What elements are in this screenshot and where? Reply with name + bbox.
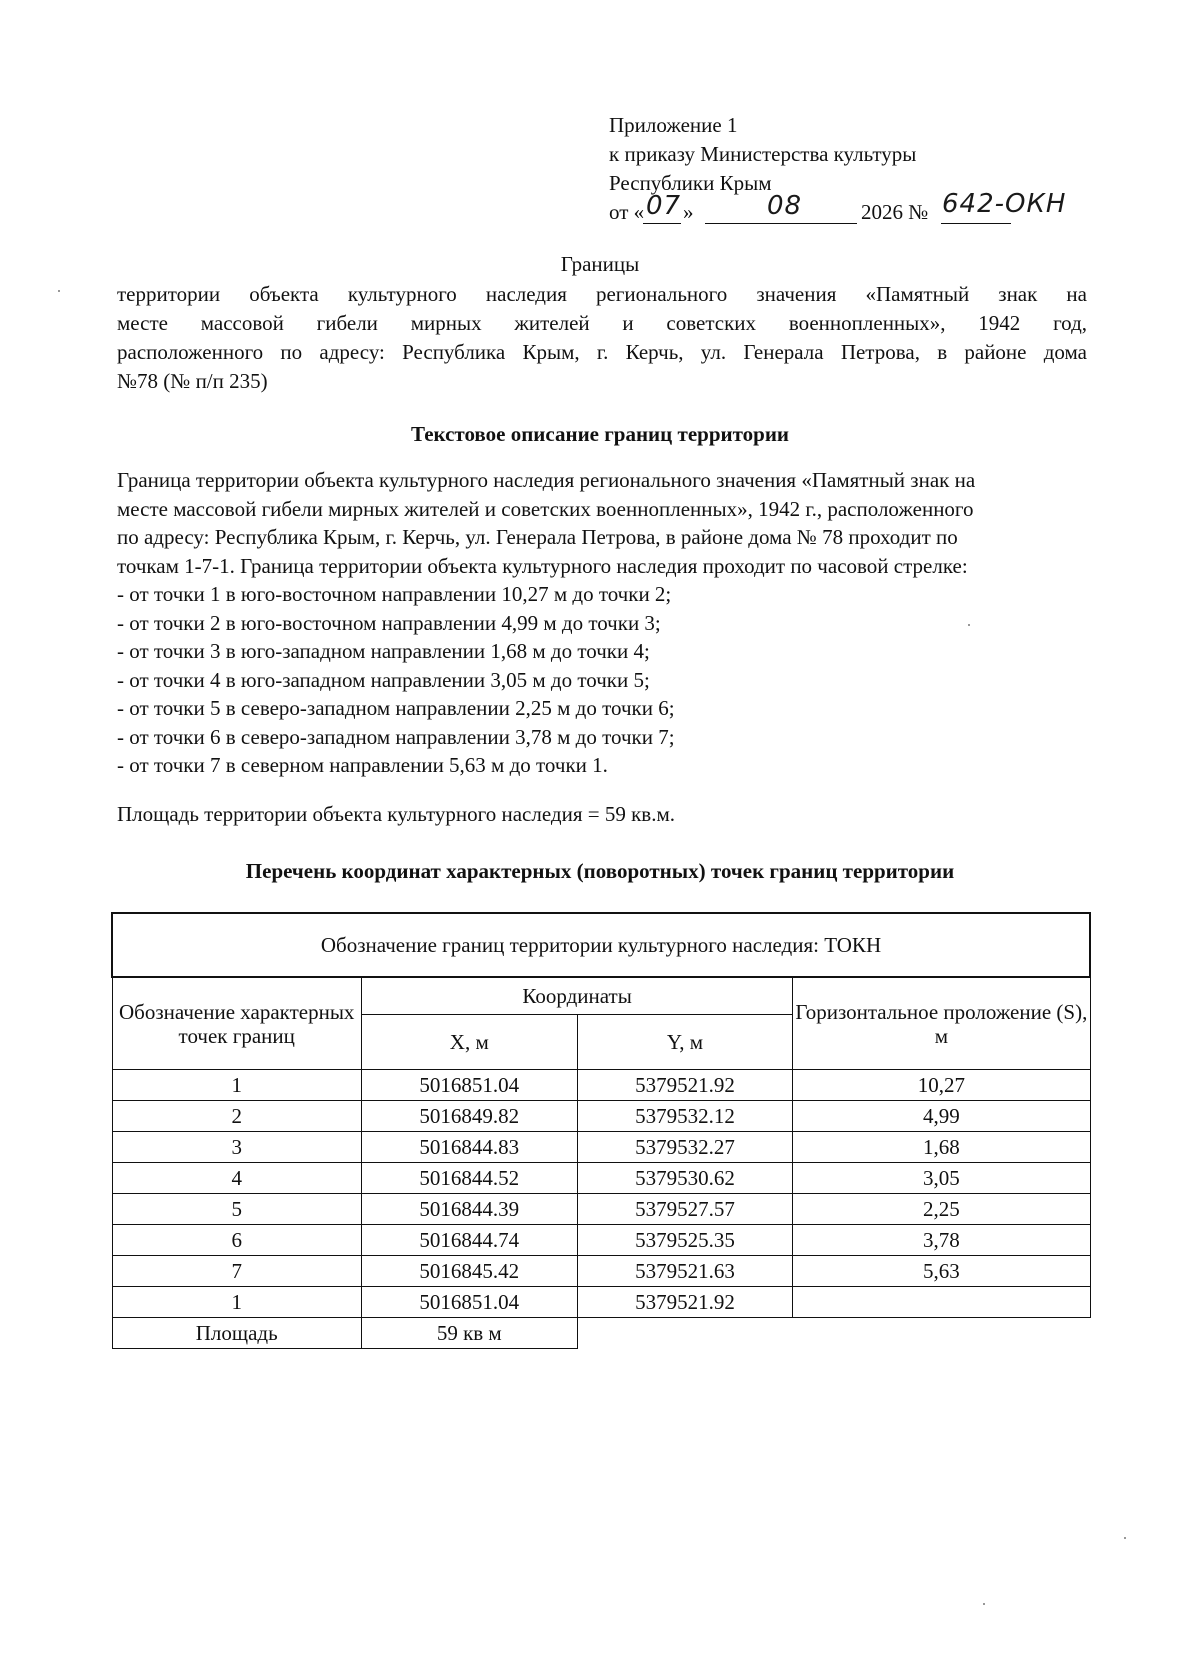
description-line: Граница территории объекта культурного наследия регионального значения «Памятный знак на bbox=[117, 468, 976, 492]
section-title-coordinates: Перечень координат характерных (поворотных) точек границ территории bbox=[245, 859, 955, 883]
cell-point: 6 bbox=[112, 1225, 361, 1256]
cell-empty bbox=[577, 1318, 793, 1349]
header-points: Обозначение характерных точек границ bbox=[112, 977, 361, 1070]
cell-empty bbox=[793, 1318, 1090, 1349]
cell-y: 5379521.92 bbox=[577, 1287, 793, 1318]
description-line: точкам 1-7-1. Граница территории объекта культурного наследия проходит по часовой стрелке: bbox=[117, 553, 968, 578]
date-month-handwritten: 08 bbox=[767, 191, 803, 221]
appendix-republic: Республики Крым bbox=[609, 171, 772, 195]
cell-y: 5379530.62 bbox=[577, 1163, 793, 1194]
cell-y: 5379532.12 bbox=[577, 1101, 793, 1132]
coordinates-table bbox=[111, 912, 1091, 1349]
document-heading: Границы bbox=[560, 252, 640, 276]
cell-x: 5016845.42 bbox=[361, 1256, 577, 1287]
cell-point: 5 bbox=[112, 1194, 361, 1225]
cell-y: 5379525.35 bbox=[577, 1225, 793, 1256]
table-row bbox=[112, 1070, 1090, 1101]
date-day-handwritten: 07 bbox=[646, 191, 682, 221]
cell-y: 5379532.27 bbox=[577, 1132, 793, 1163]
description-line: - от точки 1 в юго-восточном направлении 10,27 м до точки 2; bbox=[117, 582, 672, 606]
cell-point: 1 bbox=[112, 1070, 361, 1101]
date-mid: » bbox=[683, 200, 694, 224]
cell-y: 5379521.92 bbox=[577, 1070, 793, 1101]
section-title-description: Текстовое описание границ территории bbox=[410, 422, 790, 446]
scan-speck bbox=[58, 290, 60, 292]
header-x: X, м bbox=[361, 1015, 577, 1070]
description-line: - от точки 4 в юго-западном направлении 3,05 м до точки 5; bbox=[117, 667, 650, 692]
cell-x: 5016851.04 bbox=[361, 1070, 577, 1101]
cell-s: 5,63 bbox=[793, 1256, 1090, 1287]
appendix-block bbox=[609, 111, 1089, 227]
scan-speck bbox=[983, 1603, 985, 1605]
description-line: - от точки 7 в северном направлении 5,63 м до точки 1. bbox=[117, 753, 608, 777]
cell-x: 5016851.04 bbox=[361, 1287, 577, 1318]
cell-point: 4 bbox=[112, 1163, 361, 1194]
table-row bbox=[112, 1225, 1090, 1256]
date-prefix: от « bbox=[609, 200, 645, 224]
boundary-description bbox=[117, 466, 1097, 780]
table-row bbox=[112, 1101, 1090, 1132]
cell-s: 1,68 bbox=[793, 1132, 1090, 1163]
description-line: - от точки 5 в северо-западном направлении 2,25 м до точки 6; bbox=[117, 696, 675, 720]
cell-area-label: Площадь bbox=[112, 1318, 361, 1349]
description-line: - от точки 6 в северо-западном направлении 3,78 м до точки 7; bbox=[117, 724, 675, 749]
table-row bbox=[112, 1194, 1090, 1225]
area-statement: Площадь территории объекта культурного наследия = 59 кв.м. bbox=[117, 802, 675, 826]
cell-x: 5016844.39 bbox=[361, 1194, 577, 1225]
cell-point: 1 bbox=[112, 1287, 361, 1318]
cell-s bbox=[793, 1287, 1090, 1318]
header-coordinates: Координаты bbox=[361, 977, 792, 1015]
cell-point: 7 bbox=[112, 1256, 361, 1287]
appendix-title: Приложение 1 bbox=[609, 113, 738, 137]
order-date-line bbox=[609, 189, 1089, 227]
cell-s: 3,78 bbox=[793, 1225, 1090, 1256]
cell-x: 5016844.83 bbox=[361, 1132, 577, 1163]
cell-x: 5016844.74 bbox=[361, 1225, 577, 1256]
date-year: 2026 № bbox=[861, 200, 929, 224]
description-line: месте массовой гибели мирных жителей и советских военнопленных», 1942 г., расположенного bbox=[117, 496, 974, 521]
appendix-order-ref: к приказу Министерства культуры bbox=[609, 142, 917, 166]
cell-s: 4,99 bbox=[793, 1101, 1090, 1132]
heading-description bbox=[117, 280, 1087, 396]
scan-speck bbox=[1124, 1537, 1126, 1539]
cell-s: 2,25 bbox=[793, 1194, 1090, 1225]
cell-s: 3,05 bbox=[793, 1163, 1090, 1194]
cell-x: 5016849.82 bbox=[361, 1101, 577, 1132]
cell-point: 2 bbox=[112, 1101, 361, 1132]
description-line: - от точки 3 в юго-западном направлении 1,68 м до точки 4; bbox=[117, 639, 650, 663]
scan-speck bbox=[968, 624, 970, 626]
header-y: Y, м bbox=[577, 1015, 793, 1070]
table-area-row bbox=[112, 1318, 1090, 1349]
table-row bbox=[112, 1287, 1090, 1318]
cell-s: 10,27 bbox=[793, 1070, 1090, 1101]
table-caption: Обозначение границ территории культурного наследия: ТОКН bbox=[112, 913, 1090, 977]
heading-line: расположенного по адресу: Республика Крым, г. Керчь, ул. Генерала Петрова, в районе дома bbox=[117, 340, 1087, 364]
header-horizontal-distance: Горизонтальное проложение (S), м bbox=[793, 977, 1090, 1070]
heading-line: №78 (№ п/п 235) bbox=[117, 369, 268, 393]
heading-line: территории объекта культурного наследия регионального значения «Памятный знак на bbox=[117, 282, 1087, 306]
table-row bbox=[112, 1256, 1090, 1287]
description-line: по адресу: Республика Крым, г. Керчь, ул. Генерала Петрова, в районе дома № 78 проходит по bbox=[117, 525, 958, 549]
table-row bbox=[112, 1132, 1090, 1163]
cell-y: 5379527.57 bbox=[577, 1194, 793, 1225]
order-number-handwritten: 642-ОКН bbox=[942, 189, 1067, 219]
description-line: - от точки 2 в юго-восточном направлении 4,99 м до точки 3; bbox=[117, 610, 661, 635]
heading-line: месте массовой гибели мирных жителей и советских военнопленных», 1942 год, bbox=[117, 311, 1087, 335]
table-row bbox=[112, 1163, 1090, 1194]
cell-y: 5379521.63 bbox=[577, 1256, 793, 1287]
cell-area-value: 59 кв м bbox=[361, 1318, 577, 1349]
cell-point: 3 bbox=[112, 1132, 361, 1163]
cell-x: 5016844.52 bbox=[361, 1163, 577, 1194]
